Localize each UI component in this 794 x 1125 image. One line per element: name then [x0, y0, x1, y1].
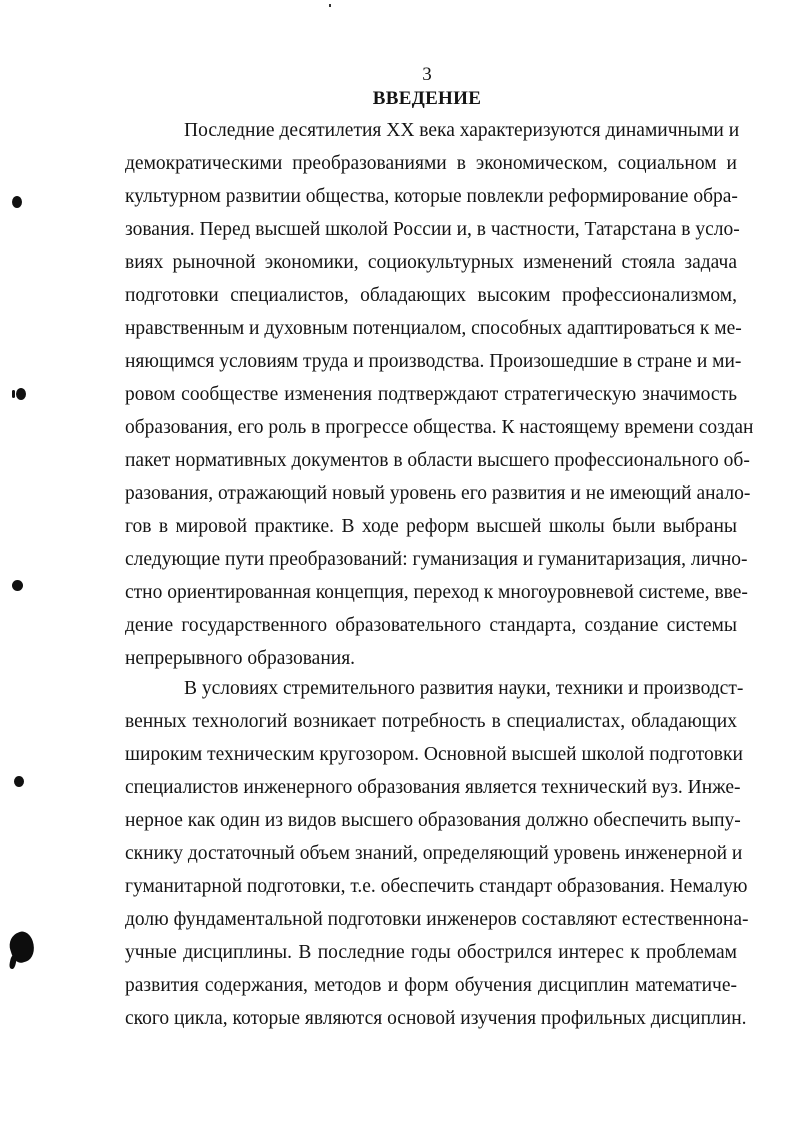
text-line: Последние десятилетия XX века характеризуются динамичными и: [184, 120, 740, 141]
text-line: учные дисциплины. В последние годы обострился интерес к проблемам: [125, 942, 737, 963]
text-line: гуманитарной подготовки, т.е. обеспечить стандарт образования. Немалую: [125, 876, 748, 897]
binder-hole-mark: [14, 776, 24, 787]
text-line: развития содержания, методов и форм обучения дисциплин математиче-: [125, 975, 737, 996]
text-line: нерное как один из видов высшего образования должно обеспечить выпу-: [125, 810, 741, 831]
text-line: ровом сообществе изменения подтверждают стратегическую значимость: [125, 384, 737, 405]
text-line: стно ориентированная концепция, переход к многоуровневой системе, вве-: [125, 582, 748, 603]
text-line: разования, отражающий новый уровень его развития и не имеющий анало-: [125, 483, 751, 504]
text-line: широким техническим кругозором. Основной высшей школой подготовки: [125, 744, 743, 765]
text-line: В условиях стремительного развития науки, техники и производст-: [184, 678, 744, 699]
text-line: виях рыночной экономики, социокультурных изменений стояла задача: [125, 252, 737, 273]
text-line: подготовки специалистов, обладающих высоким профессионализмом,: [125, 285, 737, 306]
page-number: 3: [422, 64, 432, 85]
text-line: дение государственного образовательного стандарта, создание системы: [125, 615, 737, 636]
text-line: ского цикла, которые являются основой изучения профильных дисциплин.: [125, 1008, 747, 1029]
text-line: скнику достаточный объем знаний, определяющий уровень инженерной и: [125, 843, 743, 864]
text-line: няющимся условиям труда и производства. Произошедшие в стране и ми-: [125, 351, 742, 372]
text-line: венных технологий возникает потребность в специалистах, обладающих: [125, 711, 737, 732]
binder-hole-mark: [12, 196, 22, 208]
scan-speck: [329, 4, 331, 7]
ink-blot: [9, 955, 18, 970]
text-line: демократическими преобразованиями в экономическом, социальном и: [125, 153, 737, 174]
text-line: непрерывного образования.: [125, 648, 356, 669]
text-line: следующие пути преобразований: гуманизация и гуманитаризация, лично-: [125, 549, 748, 570]
text-line: пакет нормативных документов в области высшего профессионального об-: [125, 450, 750, 471]
binder-hole-mark: [12, 580, 23, 591]
text-line: нравственным и духовным потенциалом, способных адаптироваться к ме-: [125, 318, 742, 339]
text-line: гов в мировой практике. В ходе реформ высшей школы были выбраны: [125, 516, 737, 537]
text-line: зования. Перед высшей школой России и, в частности, Татарстана в усло-: [125, 219, 740, 240]
text-line: долю фундаментальной подготовки инженеров составляют естественнона-: [125, 909, 749, 930]
text-line: образования, его роль в прогрессе общества. К настоящему времени создан: [125, 417, 754, 438]
binder-hole-mark: [16, 388, 26, 400]
text-line: культурном развитии общества, которые повлекли реформирование обра-: [125, 186, 738, 207]
page-title: ВВЕДЕНИЕ: [372, 88, 482, 109]
binder-hole-mark: [12, 390, 15, 398]
text-line: специалистов инженерного образования является технический вуз. Инже-: [125, 777, 741, 798]
